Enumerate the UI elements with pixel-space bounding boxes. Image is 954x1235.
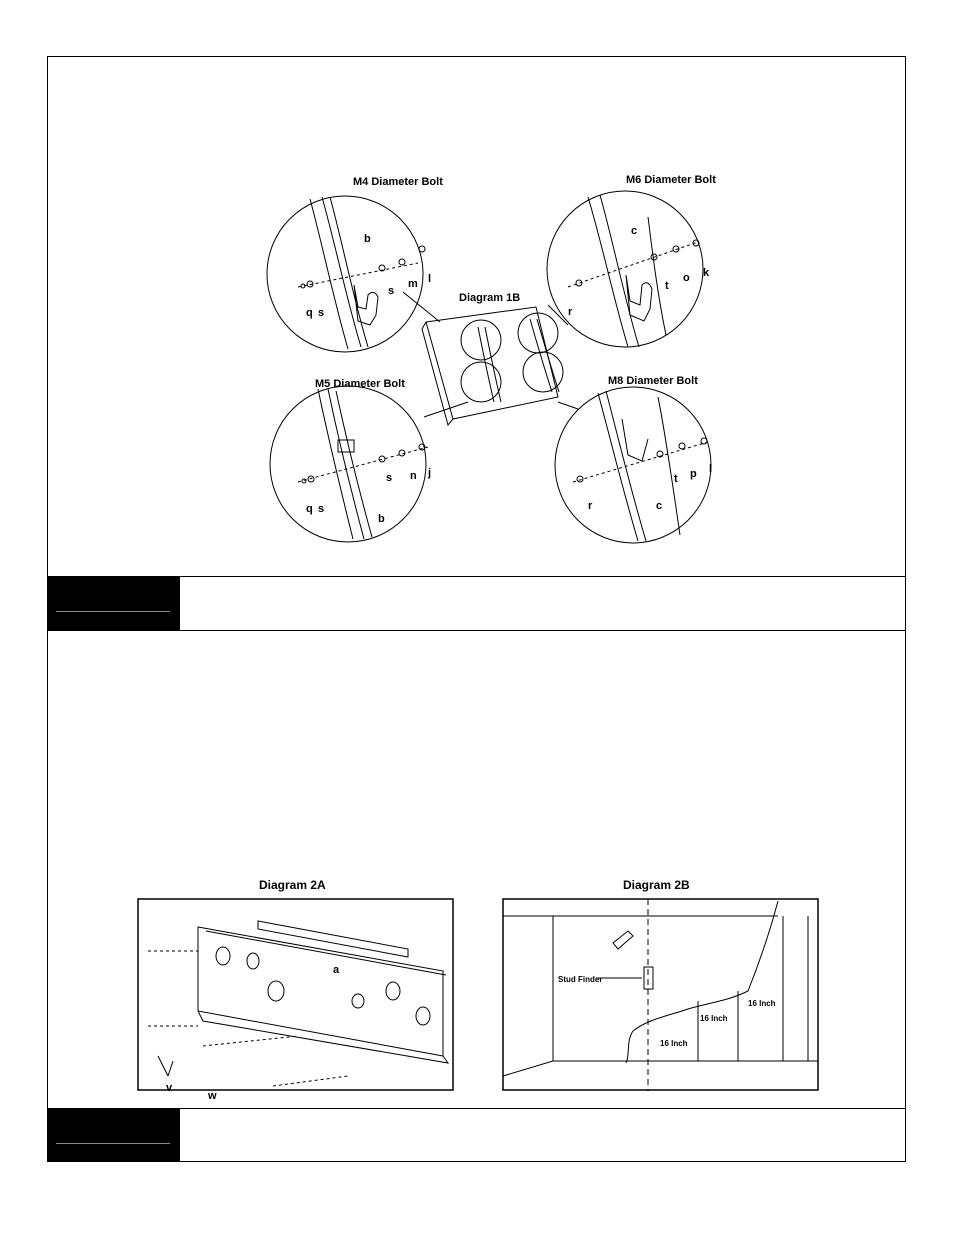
m8-detail-circle bbox=[555, 387, 711, 543]
m4-title: M4 Diameter Bolt bbox=[353, 176, 443, 188]
m4-label-s2: s bbox=[388, 285, 395, 297]
diagram-1b-illustration bbox=[48, 57, 905, 576]
tv-back-panel bbox=[422, 307, 563, 425]
m5-label-s2: s bbox=[386, 472, 393, 484]
m6-label-k: k bbox=[703, 267, 710, 279]
m5-title: M5 Diameter Bolt bbox=[315, 378, 405, 390]
m4-label-m: m bbox=[408, 278, 418, 290]
diagram-2a-label-a: a bbox=[333, 964, 340, 976]
m5-label-j: j bbox=[428, 467, 432, 479]
m6-label-t: t bbox=[665, 280, 669, 292]
step-1-section bbox=[48, 57, 905, 576]
diagram-2a-title: Diagram 2A bbox=[259, 878, 326, 892]
step-2-tab bbox=[48, 1109, 180, 1162]
m8-label-p: p bbox=[690, 468, 697, 480]
diagram-2a-label-v: v bbox=[166, 1082, 173, 1094]
diagram-2b-box bbox=[503, 899, 818, 1091]
m8-label-l: l bbox=[709, 463, 713, 475]
m5-label-b: b bbox=[378, 513, 385, 525]
m6-label-r: r bbox=[568, 306, 573, 318]
m6-label-c: c bbox=[631, 225, 638, 237]
m8-label-c: c bbox=[656, 500, 663, 512]
m6-label-o: o bbox=[683, 272, 690, 284]
page-frame bbox=[47, 56, 906, 1162]
m4-label-q: q bbox=[306, 307, 313, 319]
m4-label-l: l bbox=[428, 273, 432, 285]
step-2-section bbox=[48, 631, 905, 1108]
diagram-2b-title: Diagram 2B bbox=[623, 878, 690, 892]
diagram-2a-label-w: w bbox=[208, 1090, 217, 1102]
m6-title: M6 Diameter Bolt bbox=[626, 174, 716, 186]
stud-spacing-2: 16 Inch bbox=[700, 1014, 728, 1023]
diagram-2a-box bbox=[138, 899, 453, 1090]
diagram-2-illustration bbox=[48, 631, 905, 1108]
m4-detail-circle bbox=[267, 196, 423, 352]
m4-label-b: b bbox=[364, 233, 371, 245]
m4-label-s1: s bbox=[318, 307, 325, 319]
stud-spacing-1: 16 Inch bbox=[660, 1039, 688, 1048]
m8-title: M8 Diameter Bolt bbox=[608, 375, 698, 387]
m5-label-q: q bbox=[306, 503, 313, 515]
diagram-1b-title: Diagram 1B bbox=[459, 292, 521, 304]
m8-label-r: r bbox=[588, 500, 593, 512]
step-2-caption-bar bbox=[48, 1108, 905, 1162]
m5-label-s1: s bbox=[318, 503, 325, 515]
step-1-caption-bar bbox=[48, 576, 905, 631]
m5-label-n: n bbox=[410, 470, 417, 482]
step-1-tab bbox=[48, 577, 180, 630]
stud-spacing-3: 16 Inch bbox=[748, 999, 776, 1008]
m6-detail-circle bbox=[547, 191, 703, 347]
stud-finder-label: Stud Finder bbox=[558, 975, 603, 984]
m8-label-t: t bbox=[674, 473, 678, 485]
